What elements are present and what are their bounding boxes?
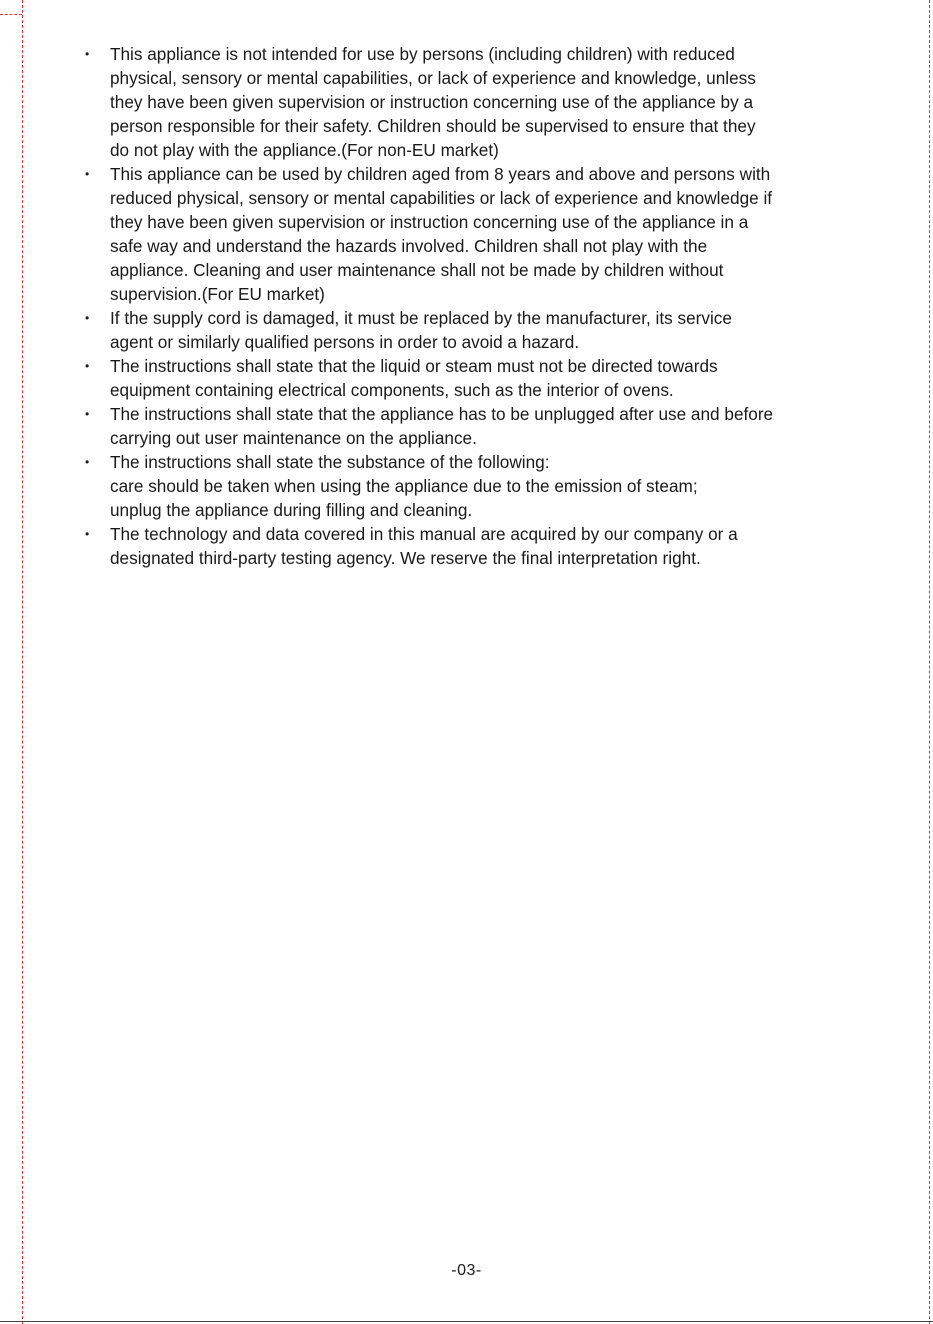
- list-item-text: The instructions shall state the substance of the following: care should be taken when using the appliance due to the emission of steam; unplug the appliance during filling and cleaning.: [110, 452, 698, 520]
- list-item: [80, 306, 890, 354]
- list-item-text: The instructions shall state that the appliance has to be unplugged after use and before carrying out user maintenance on the appliance.: [110, 404, 774, 448]
- list-item-text: The instructions shall state that the liquid or steam must not be directed towards equipment containing electrical components, such as the interior of ovens.: [110, 356, 718, 400]
- list-item: [80, 402, 890, 450]
- list-item-text: If the supply cord is damaged, it must be replaced by the manufacturer, its service agent or similarly qualified persons in order to avoid a hazard.: [110, 308, 732, 352]
- bullet-icon: •: [85, 359, 90, 373]
- right-dashed-cut-line: [929, 0, 930, 1324]
- bullet-icon: •: [85, 47, 90, 61]
- list-item: [80, 354, 890, 402]
- list-item: [80, 450, 890, 522]
- list-item-text: The technology and data covered in this manual are acquired by our company or a designated third-party testing agency. We reserve the final interpretation right.: [110, 524, 738, 568]
- bullet-icon: •: [85, 311, 90, 325]
- bullet-icon: •: [85, 167, 90, 181]
- bullet-icon: •: [85, 455, 90, 469]
- list-item: [80, 162, 890, 306]
- list-item: [80, 42, 890, 162]
- page-number: -03-: [451, 1262, 482, 1279]
- bullet-icon: •: [85, 527, 90, 541]
- bullet-icon: •: [85, 407, 90, 421]
- corner-crop-mark: [0, 14, 22, 15]
- left-dashed-cut-line: [22, 0, 23, 1324]
- list-item: [80, 522, 890, 570]
- list-item-text: This appliance is not intended for use by persons (including children) with reduced physical, sensory or mental capabilities, or lack of experience and knowledge, unless they have been given supervision or instruction concerning use of the appliance by a person responsible for their safety. Children should be supervised to ensure that they do not play with the appliance.(For non-EU market): [110, 44, 756, 160]
- safety-instructions-list: [80, 42, 890, 570]
- bottom-edge-line: [0, 1321, 933, 1322]
- list-item-text: This appliance can be used by children aged from 8 years and above and persons with reduced physical, sensory or mental capabilities or lack of experience and knowledge if they have been given supervision or instruction concerning use of the appliance in a safe way and understand the hazards involved. Children shall not play with the appliance. Cleaning and user maintenance shall not be made by children without supervision.(For EU market): [110, 164, 773, 304]
